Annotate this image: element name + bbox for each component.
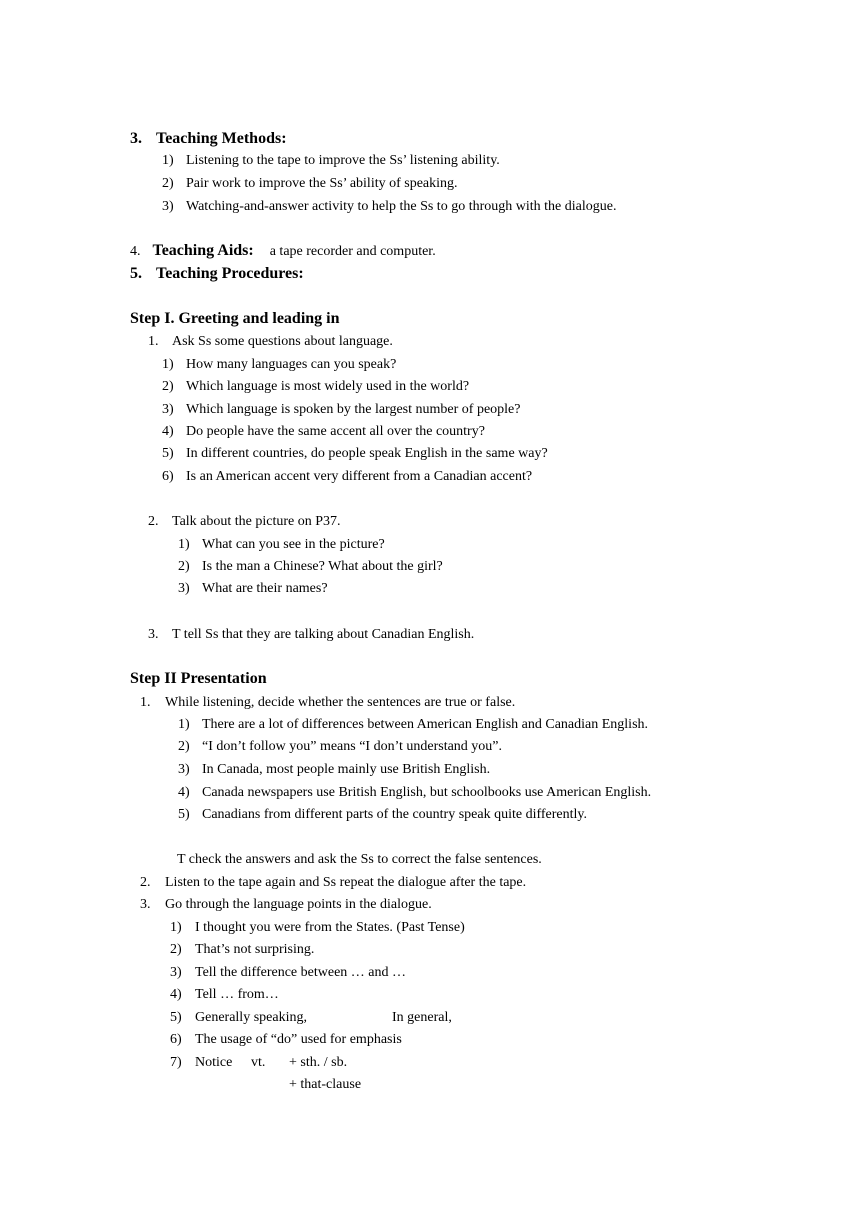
usage-pattern: + that-clause <box>289 1077 362 1092</box>
list-item: 2) Which language is most widely used in the world? <box>162 379 470 394</box>
step1-part2: 2. Talk about the picture on P37. <box>148 514 341 529</box>
part-of-speech: vt. <box>251 1055 266 1070</box>
step2-title: Step II Presentation <box>130 670 267 687</box>
list-item: 5) Canadians from different parts of the country speak quite differently. <box>178 807 588 822</box>
step2-part2: 2. Listen to the tape again and Ss repeat the dialogue after the tape. <box>140 875 527 890</box>
list-item: 6) The usage of “do” used for emphasis <box>170 1032 402 1047</box>
methods-item: 1) Listening to the tape to improve the Ss’ listening ability. <box>162 153 500 168</box>
step2-part1: 1. While listening, decide whether the sentences are true or false. <box>140 695 516 710</box>
methods-title: Teaching Methods: <box>156 130 287 147</box>
list-item-extra: In general, <box>392 1010 452 1025</box>
list-item: 4) Do people have the same accent all over the country? <box>162 424 485 439</box>
list-item: 3) What are their names? <box>178 581 328 596</box>
usage-pattern: + sth. / sb. <box>289 1055 348 1070</box>
list-item: 3) Which language is spoken by the largest number of people? <box>162 402 521 417</box>
methods-item: 3) Watching-and-answer activity to help the Ss to go through with the dialogue. <box>162 199 617 214</box>
methods-heading <box>130 130 287 148</box>
step2-part3: 3. Go through the language points in the dialogue. <box>140 897 432 912</box>
list-item: 2) That’s not surprising. <box>170 942 315 957</box>
aids-number: 4. <box>130 244 141 259</box>
step1-part3: 3. T tell Ss that they are talking about Canadian English. <box>148 627 475 642</box>
list-item: 4) Tell … from… <box>170 987 279 1002</box>
methods-number: 3. <box>130 130 142 147</box>
list-item: 1) What can you see in the picture? <box>178 537 385 552</box>
aids-text: a tape recorder and computer. <box>269 244 436 259</box>
procedures-heading: 5. Teaching Procedures: <box>130 265 304 282</box>
list-item: 5) In different countries, do people speak English in the same way? <box>162 446 548 461</box>
list-item: 1) There are a lot of differences between American English and Canadian English. <box>178 717 649 732</box>
list-item: 5) Generally speaking, <box>170 1010 307 1025</box>
list-item: 3) Tell the difference between … and … <box>170 965 407 980</box>
check-note: T check the answers and ask the Ss to correct the false sentences. <box>177 852 542 867</box>
methods-item: 2) Pair work to improve the Ss’ ability of speaking. <box>162 176 458 191</box>
list-item: 7) Notice <box>170 1055 233 1070</box>
list-item: 1) How many languages can you speak? <box>162 357 397 372</box>
aids-title: Teaching Aids: <box>152 242 254 259</box>
list-item: 3) In Canada, most people mainly use British English. <box>178 762 491 777</box>
aids-line <box>130 242 436 261</box>
step1-part1: 1. Ask Ss some questions about language. <box>148 334 393 349</box>
list-item: 2) “I don’t follow you” means “I don’t understand you”. <box>178 739 503 754</box>
list-item: 4) Canada newspapers use British English, but schoolbooks use American English. <box>178 785 652 800</box>
procedures-title: Teaching Procedures: <box>156 265 304 282</box>
list-item: 1) I thought you were from the States. (Past Tense) <box>170 920 465 935</box>
list-item: 6) Is an American accent very different from a Canadian accent? <box>162 469 533 484</box>
step1-title: Step I. Greeting and leading in <box>130 310 340 327</box>
list-item: 2) Is the man a Chinese? What about the girl? <box>178 559 443 574</box>
